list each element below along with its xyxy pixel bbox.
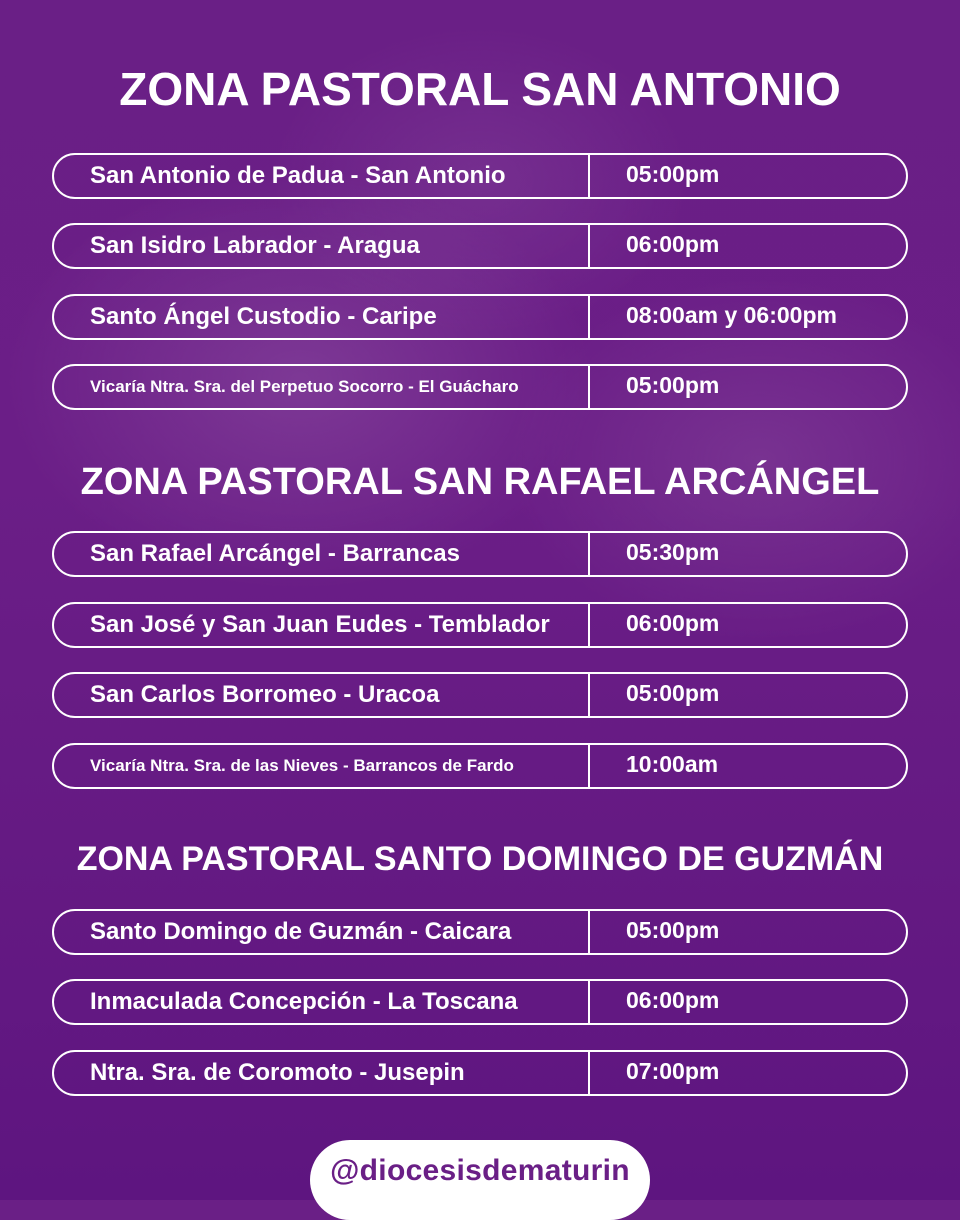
parish-name: San Antonio de Padua - San Antonio — [54, 155, 590, 197]
schedule-row — [52, 531, 908, 577]
mass-time: 05:00pm — [626, 371, 720, 398]
mass-time: 06:00pm — [626, 230, 720, 257]
schedule-row — [52, 153, 908, 199]
parish-name: San José y San Juan Eudes - Temblador — [54, 604, 590, 646]
parish-name: Santo Ángel Custodio - Caripe — [54, 296, 590, 338]
parish-name: San Rafael Arcángel - Barrancas — [54, 533, 590, 575]
mass-time: 06:00pm — [626, 986, 720, 1013]
parish-name: Santo Domingo de Guzmán - Caicara — [54, 911, 590, 953]
schedule-row — [52, 223, 908, 269]
mass-time: 10:00am — [626, 750, 719, 777]
schedule-row — [52, 1050, 908, 1096]
schedule-row — [52, 672, 908, 718]
zone-title-santo-domingo: ZONA PASTORAL SANTO DOMINGO DE GUZMÁN — [76, 840, 884, 878]
schedule-row — [52, 294, 908, 340]
mass-time: 07:00pm — [626, 1057, 720, 1084]
mass-time: 05:00pm — [626, 916, 720, 943]
zone-title-san-antonio: ZONA PASTORAL SAN ANTONIO — [119, 63, 841, 115]
schedule-row — [52, 364, 908, 410]
schedule-row — [52, 979, 908, 1025]
mass-time: 05:00pm — [626, 160, 720, 187]
schedule-row — [52, 909, 908, 955]
parish-name: San Isidro Labrador - Aragua — [54, 225, 590, 267]
mass-time: 05:30pm — [626, 538, 720, 565]
mass-time: 08:00am y 06:00pm — [626, 301, 837, 328]
social-handle[interactable]: @diocesisdematurin — [310, 1140, 650, 1220]
mass-time: 06:00pm — [626, 609, 720, 636]
mass-time: 05:00pm — [626, 679, 720, 706]
schedule-row — [52, 602, 908, 648]
parish-name: Ntra. Sra. de Coromoto - Jusepin — [54, 1052, 590, 1094]
zone-title-san-rafael: ZONA PASTORAL SAN RAFAEL ARCÁNGEL — [80, 461, 880, 503]
parish-name: Vicaría Ntra. Sra. del Perpetuo Socorro - El Guácharo — [54, 366, 590, 408]
parish-name: San Carlos Borromeo - Uracoa — [54, 674, 590, 716]
parish-name: Inmaculada Concepción - La Toscana — [54, 981, 590, 1023]
parish-name: Vicaría Ntra. Sra. de las Nieves - Barrancos de Fardo — [54, 745, 590, 787]
schedule-row — [52, 743, 908, 789]
